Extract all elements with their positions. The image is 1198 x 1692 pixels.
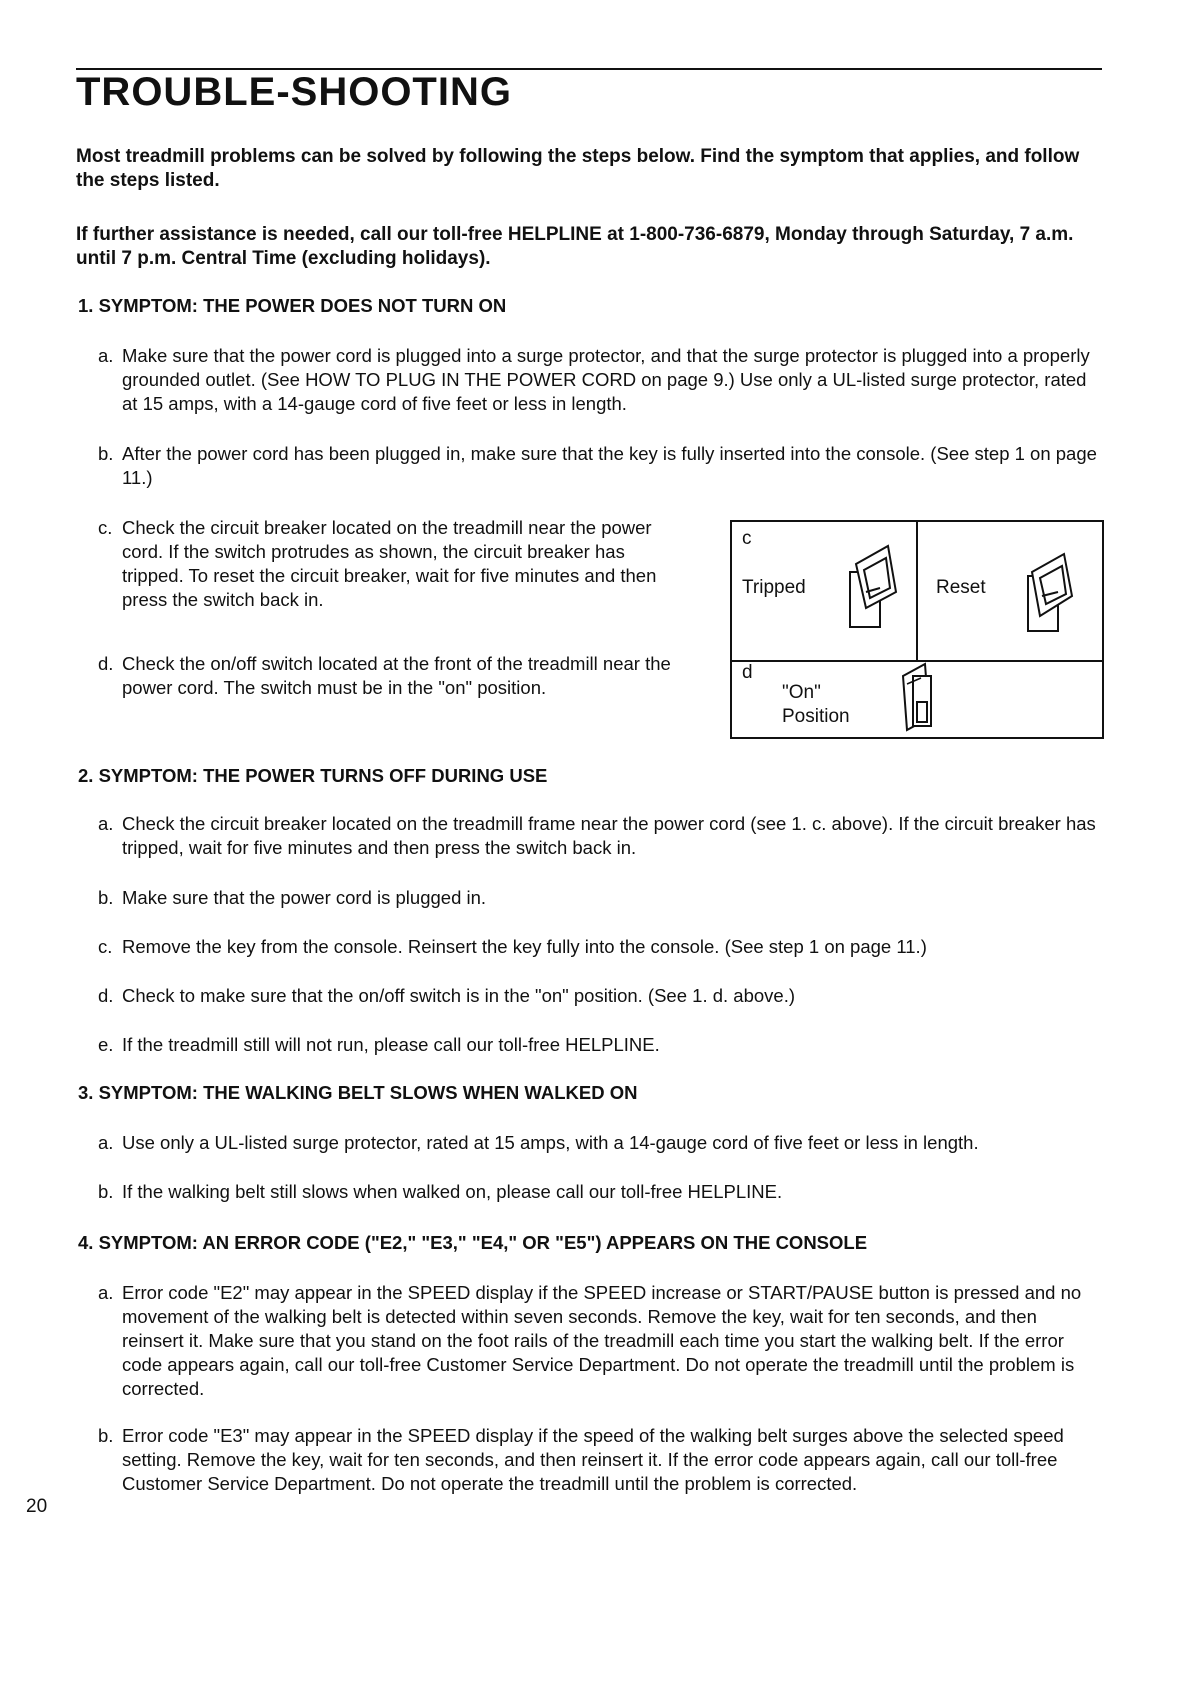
section-2-item-d: [98, 984, 1098, 1008]
item-letter: a.: [98, 345, 114, 366]
section-2-item-b: [98, 886, 1098, 910]
item-text: Remove the key from the console. Reinsert the key fully into the console. (See step 1 on page 11.): [122, 936, 927, 957]
section-1-item-b: [98, 442, 1098, 490]
section-2-item-a: [98, 812, 1098, 860]
figure-label-c: c: [742, 528, 752, 549]
item-text: If the walking belt still slows when walked on, please call our toll-free HELPLINE.: [122, 1181, 783, 1202]
item-letter: b.: [98, 1425, 114, 1446]
item-text: After the power cord has been plugged in, make sure that the key is fully inserted into the console. (See step 1 on page 11.): [122, 443, 1097, 488]
section-3-item-a: [98, 1131, 1098, 1155]
item-text: Make sure that the power cord is plugged in.: [122, 887, 487, 908]
section-4-item-a: [98, 1281, 1098, 1401]
circuit-breaker-figure: [730, 520, 1104, 739]
item-letter: b.: [98, 1181, 114, 1202]
item-letter: e.: [98, 1034, 114, 1055]
item-text: Make sure that the power cord is plugged into a surge protector, and that the surge protector is plugged into a properly grounded outlet. (See HOW TO PLUG IN THE POWER CORD on page 9.) Use only a UL-listed surge protector, rated at 15 amps, with a 14-gauge cord of five feet or less in length.: [122, 345, 1090, 414]
figure-label-d: d: [742, 662, 753, 683]
section-1-item-d: [98, 652, 678, 700]
section-2-item-e: [98, 1033, 1098, 1057]
item-letter: c.: [98, 936, 113, 957]
page-title: TROUBLE-SHOOTING: [76, 70, 512, 114]
item-text: If the treadmill still will not run, please call our toll-free HELPLINE.: [122, 1034, 660, 1055]
item-letter: b.: [98, 443, 114, 464]
intro-paragraph-2: If further assistance is needed, call our toll-free HELPLINE at 1-800-736-6879, Monday through Saturday, 7 a.m. until 7 p.m. Central Time (excluding holidays).: [76, 224, 1074, 269]
position-label: Position: [782, 706, 850, 727]
section-2-item-c: [98, 935, 1098, 959]
item-letter: a.: [98, 1132, 114, 1153]
section-4-heading: 4. SYMPTOM: AN ERROR CODE ("E2," "E3," "E4," OR "E5") APPEARS ON THE CONSOLE: [78, 1232, 868, 1253]
on-off-switch-icon: [897, 662, 947, 734]
item-letter: d.: [98, 985, 114, 1006]
section-3-item-b: [98, 1180, 1098, 1204]
item-letter: a.: [98, 1282, 114, 1303]
item-letter: d.: [98, 653, 114, 674]
item-letter: a.: [98, 813, 114, 834]
section-3-heading: 3. SYMPTOM: THE WALKING BELT SLOWS WHEN WALKED ON: [78, 1082, 638, 1103]
item-text: Error code "E2" may appear in the SPEED display if the SPEED increase or START/PAUSE button is pressed and no movement of the walking belt is detected within seven seconds. Remove the key, wait for ten seconds, and then reinsert it. Make sure that you stand on the foot rails of the treadmill each time you start the walking belt. If the error code appears again, call our toll-free Customer Service Department. Do not operate the treadmill until the problem is corrected.: [122, 1282, 1082, 1399]
page-number: 20: [26, 1496, 48, 1517]
item-text: Use only a UL-listed surge protector, rated at 15 amps, with a 14-gauge cord of five feet or less in length.: [122, 1132, 979, 1153]
item-text: Check the on/off switch located at the front of the treadmill near the power cord. The switch must be in the "on" position.: [122, 653, 671, 698]
item-text: Check the circuit breaker located on the treadmill frame near the power cord (see 1. c. above). If the circuit breaker has tripped, wait for five minutes and then press the switch back in.: [122, 813, 1096, 858]
section-4-item-b: [98, 1424, 1098, 1496]
title-rule: [76, 68, 1102, 70]
section-1-heading: 1. SYMPTOM: THE POWER DOES NOT TURN ON: [78, 295, 507, 316]
item-text: Check to make sure that the on/off switch is in the "on" position. (See 1. d. above.): [122, 985, 795, 1006]
item-letter: b.: [98, 887, 114, 908]
reset-label: Reset: [936, 577, 986, 598]
section-1-item-a: [98, 344, 1098, 416]
tripped-label: Tripped: [742, 577, 806, 598]
intro-paragraph-1: Most treadmill problems can be solved by following the steps below. Find the symptom that applies, and follow the steps listed.: [76, 146, 1080, 191]
item-letter: c.: [98, 517, 113, 538]
item-text: Error code "E3" may appear in the SPEED display if the speed of the walking belt surges above the selected speed setting. Remove the key, wait for ten seconds, and then reinsert it. If the error code appears again, call our toll-free Customer Service Department. Do not operate the treadmill until the problem is corrected.: [122, 1425, 1064, 1494]
tripped-breaker-icon: [842, 542, 902, 632]
section-1-item-c: [98, 516, 658, 612]
section-2-heading: 2. SYMPTOM: THE POWER TURNS OFF DURING USE: [78, 765, 548, 786]
on-label: "On": [782, 682, 821, 703]
reset-breaker-icon: [1022, 544, 1082, 634]
item-text: Check the circuit breaker located on the treadmill near the power cord. If the switch protrudes as shown, the circuit breaker has tripped. To reset the circuit breaker, wait for five minutes and then press the switch back in.: [122, 517, 657, 610]
figure-divider-vertical: [916, 522, 918, 660]
